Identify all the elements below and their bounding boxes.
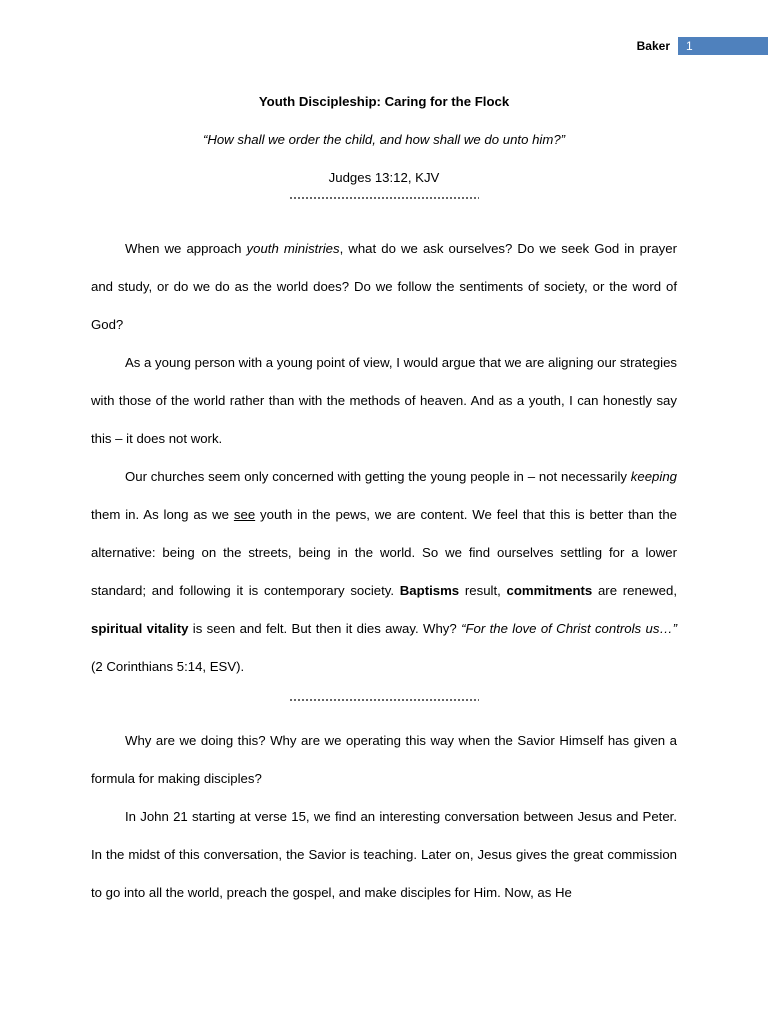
section-divider (289, 698, 479, 702)
paragraph-2: As a young person with a young point of view, I would argue that we are aligning our strategies with those of the world rather than with the methods of heaven. And as a youth, I can honestly say this – it does not work. (91, 355, 678, 446)
document-title: Youth Discipleship: Caring for the Flock (258, 94, 510, 109)
bold-text: Baptisms (399, 583, 460, 598)
epigraph-citation: Judges 13:12, KJV (328, 170, 440, 185)
epigraph-quote: “How shall we order the child, and how shall we do unto him?” (202, 132, 566, 147)
emphasis-text: keeping (630, 469, 677, 484)
paragraph-4: Why are we doing this? Why are we operating this way when the Savior Himself has given a formula for making disciples? (91, 733, 677, 786)
text-span: is seen and felt. But then it dies away. Why? (188, 621, 462, 636)
bold-text: commitments (506, 583, 593, 598)
page-header (637, 37, 768, 55)
section-divider (289, 196, 479, 200)
header-author: Baker (636, 39, 670, 53)
quote-text: “For the love of Christ controls us…” (461, 621, 677, 636)
text-span: result, (459, 583, 507, 598)
emphasis-text: youth ministries (246, 241, 340, 256)
text-span: (2 Corinthians 5:14, ESV). (91, 659, 245, 674)
document-body (91, 90, 677, 912)
text-span: them in. As long as we (91, 507, 234, 522)
text-span: , what do we ask ourselves? Do we seek God in prayer and study, or do we do as the world does? Do we follow the sentiments of society, or the word of God? (91, 241, 677, 332)
header-page-number: 1 (678, 37, 768, 55)
text-span: When we approach (125, 241, 247, 256)
paragraph-5: In John 21 starting at verse 15, we find an interesting conversation between Jesus and Peter. In the midst of this conversation, the Savior is teaching. Later on, Jesus gives the great commission to go into all the world, preach the gospel, and make disciples for Him. Now, as He (91, 809, 677, 900)
text-span: Our churches seem only concerned with getting the young people in – not necessarily (125, 469, 631, 484)
paragraph-3 (91, 458, 677, 686)
underlined-text: see (233, 507, 256, 522)
bold-text: spiritual vitality (91, 621, 189, 636)
text-span: youth in the pews, we are content. We feel that this is better than the alternative: being on the streets, being in the world. So we find ourselves settling for a lower standard; and following it is contemporary society. (91, 507, 677, 598)
paragraph-1 (91, 230, 677, 344)
text-span: are renewed, (592, 583, 677, 598)
